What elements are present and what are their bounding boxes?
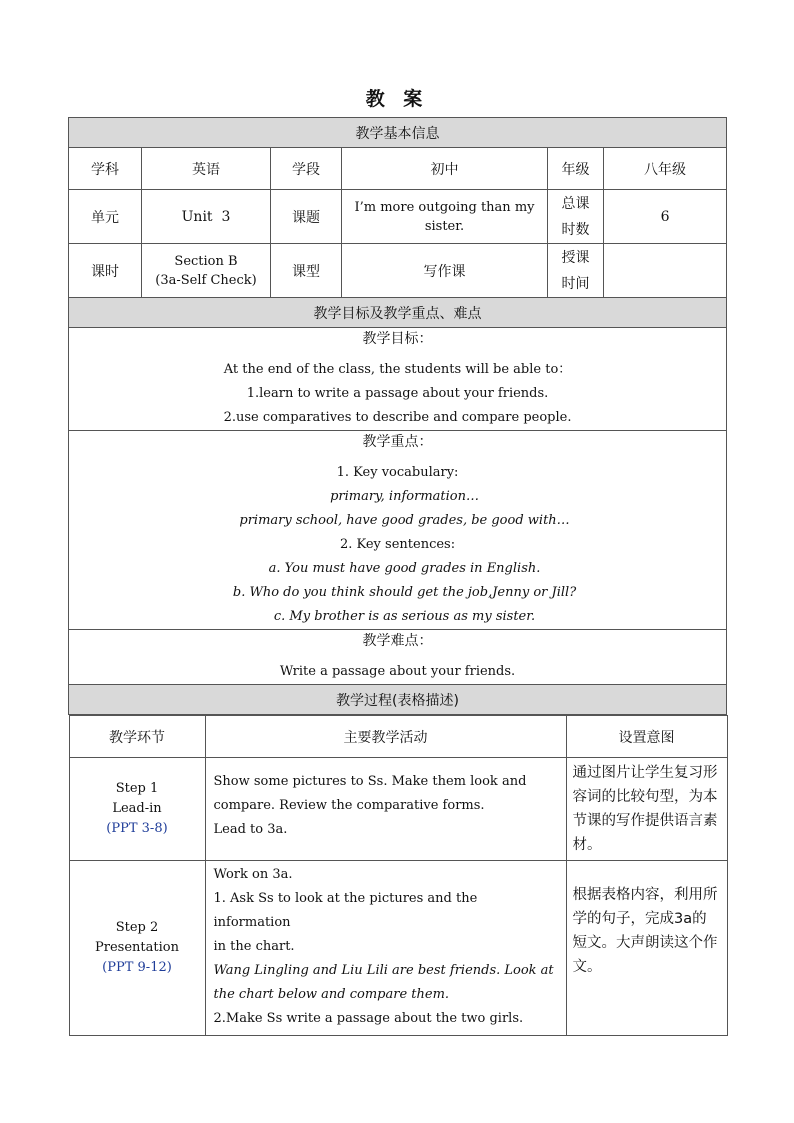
step-2-activity-line-4: Wang Lingling and Liu Lili are best friends. Look at: [213, 963, 554, 978]
key-sentence-a: a. You must have good grades in English.: [268, 561, 541, 576]
subject-value: 英语: [142, 148, 271, 190]
step-2-cell: [69, 861, 205, 1036]
step-2-activity-line-6: 2.Make Ss write a passage about the two girls.: [213, 1011, 524, 1026]
total-hours-label-line-2: 时数: [561, 221, 590, 238]
step-1-cell: [69, 758, 205, 861]
step-1-activity-line-1: Show some pictures to Ss. Make them look and: [213, 774, 527, 789]
subject-label: 学科: [69, 148, 142, 190]
stage-value: 初中: [342, 148, 548, 190]
activity-column-header: 主要教学活动: [205, 716, 566, 758]
step-1-activity-line-3: Lead to 3a.: [213, 822, 288, 837]
difficulty-label: 教学难点：: [362, 633, 433, 649]
step-1-number: Step 1: [115, 781, 159, 796]
step-2-ppt: (PPT 9-12): [102, 960, 172, 975]
total-hours-value: 6: [604, 190, 727, 244]
key-sentence-b: b. Who do you think should get the job,Jenny or Jill?: [232, 585, 577, 600]
page-title: 教 案: [365, 88, 429, 110]
process-header: 教学过程(表格描述): [69, 685, 727, 715]
step-1-activity-line-2: compare. Review the comparative forms.: [213, 798, 485, 813]
process-section: [69, 715, 727, 1037]
goals-line-3: 2.use comparatives to describe and compare people.: [223, 410, 572, 425]
key-vocab-line-1: primary, information…: [330, 489, 479, 504]
step-1-name: Lead-in: [112, 801, 162, 816]
unit-label: 单元: [69, 190, 142, 244]
period-value-line-2: (3a-Self Check): [155, 272, 257, 288]
difficulty-text: Write a passage about your friends.: [279, 664, 516, 679]
purpose-column-header: 设置意图: [566, 716, 727, 758]
teaching-time-label-line-1: 授课: [561, 249, 590, 266]
step-1-purpose: 通过图片让学生复习形容词的比较句型，为本节课的写作提供语言素材。: [566, 758, 727, 861]
key-sentences-title: 2. Key sentences:: [339, 537, 456, 552]
grade-label: 年级: [548, 148, 604, 190]
type-value: 写作课: [342, 244, 548, 298]
topic-label: 课题: [271, 190, 342, 244]
key-points-label: 教学重点：: [362, 434, 433, 450]
objectives-header: 教学目标及教学重点、难点: [69, 298, 727, 328]
period-value-line-1: Section B: [174, 253, 238, 269]
unit-value: Unit 3: [142, 190, 271, 244]
lesson-plan-table: [68, 117, 727, 1036]
goals-line-2: 1.learn to write a passage about your friends.: [246, 386, 549, 401]
total-hours-label: [548, 190, 604, 244]
total-hours-label-line-1: 总课: [561, 195, 590, 212]
grade-value: 八年级: [604, 148, 727, 190]
step-1-ppt: (PPT 3-8): [106, 821, 168, 836]
goals-line-1: At the end of the class, the students will be able to：: [223, 362, 572, 377]
step-2-name: Presentation: [95, 940, 179, 955]
key-sentence-c: c. My brother is as serious as my sister.: [273, 609, 536, 624]
teaching-time-value: [604, 244, 727, 298]
stage-label: 学段: [271, 148, 342, 190]
key-vocab-line-2: primary school, have good grades, be good with…: [239, 513, 570, 528]
difficulty-block: [69, 630, 727, 685]
period-label: 课时: [69, 244, 142, 298]
period-value: [142, 244, 271, 298]
topic-value: I’m more outgoing than my sister.: [342, 190, 548, 244]
step-2-activity-line-3: in the chart.: [213, 939, 295, 954]
step-2-activity: [205, 861, 566, 1036]
step-2-activity-line-2: 1. Ask Ss to look at the pictures and the information: [213, 891, 478, 930]
teaching-time-label: [548, 244, 604, 298]
key-points-block: [69, 431, 727, 630]
step-2-activity-line-1: Work on 3a.: [213, 867, 293, 882]
step-2-activity-line-5: the chart below and compare them.: [213, 987, 450, 1002]
goals-label: 教学目标：: [362, 331, 433, 347]
goals-block: [69, 328, 727, 431]
process-table: [69, 715, 728, 1036]
step-1-activity: [205, 758, 566, 861]
step-2-purpose: 根据表格内容，利用所学的句子，完成3a的短文。大声朗读这个作文。: [566, 861, 727, 1036]
basic-info-header: 教学基本信息: [69, 118, 727, 148]
step-2-number: Step 2: [115, 920, 159, 935]
key-vocab-title: 1. Key vocabulary:: [336, 465, 459, 480]
teaching-time-label-line-2: 时间: [561, 275, 590, 292]
type-label: 课型: [271, 244, 342, 298]
step-column-header: 教学环节: [69, 716, 205, 758]
